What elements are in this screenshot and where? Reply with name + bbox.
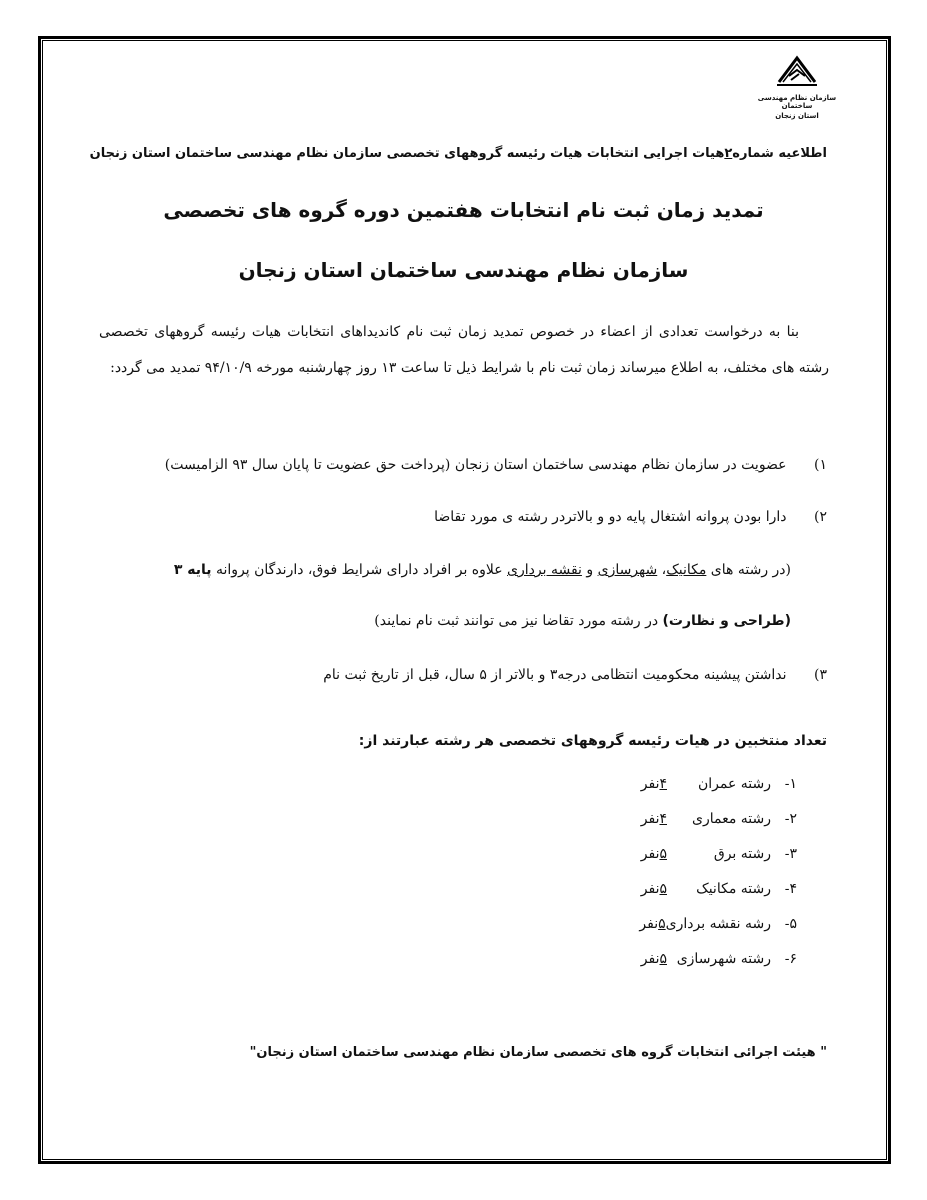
exception-note-line-2 [91, 613, 791, 629]
member-count: ۴ [659, 811, 667, 827]
list-number: ۵- [784, 916, 797, 932]
field-name: رشته معماری [691, 811, 771, 827]
field-name: رشته شهرسازی [676, 951, 771, 967]
field-name: رشته مکانیک [696, 881, 771, 897]
note-end: در رشته مورد تقاضا نیز می توانند ثبت نام نمایند) [374, 613, 663, 629]
condition-text: عضویت در سازمان نظام مهندسی ساختمان استان زنجان (پرداخت حق عضویت تا پایان سال ۹۳ الزامیست) [164, 457, 787, 473]
condition-number: ۲) [814, 509, 827, 525]
count-unit: نفر [639, 916, 659, 932]
condition-number: ۱) [814, 457, 827, 473]
condition-number: ۳) [814, 667, 827, 683]
list-item [537, 776, 797, 811]
condition-text: نداشتن پیشینه محکومیت انتظامی درجه۳ و بالاتر از ۵ سال، قبل از تاریخ ثبت نام [323, 667, 787, 683]
note-sep: و [581, 562, 598, 578]
condition-text: دارا بودن پروانه اشتغال پایه دو و بالاتردر رشته ی مورد تقاضا [434, 509, 787, 525]
note-field-survey: نقشه برداری [507, 562, 582, 578]
member-count: ۵ [659, 951, 667, 967]
member-count: ۵ [659, 881, 667, 897]
note-sep: ، [657, 562, 667, 578]
note-grade: پایه ۳ [173, 562, 212, 578]
list-item [537, 846, 797, 881]
notice-header [87, 146, 827, 161]
member-count: ۴ [659, 776, 667, 792]
notice-prefix: اطلاعیه شماره [732, 146, 827, 161]
notice-rest: هیات اجرایی انتخابات هیات رئیسه گروههای تخصصی سازمان نظام مهندسی ساختمان استان زنجان [89, 146, 725, 161]
intro-text: بنا به درخواست تعدادی از اعضاء در خصوص تمدید زمان ثبت نام کاندیداهای انتخابات هیات رئیسه گروههای تخصصی رشته های مختلف، به اطلاع میرساند زمان ثبت نام با شرایط ذیل تا ساعت ۱۳ روز چهارشنبه مورخه ۹۴/۱۰/۹ تمدید می گردد: [99, 324, 829, 376]
condition-2 [97, 509, 827, 525]
title-line-2: سازمان نظام مهندسی ساختمان استان زنجان [238, 258, 689, 282]
intro-paragraph [99, 314, 829, 386]
count-heading: تعداد منتخبین در هیات رئیسه گروههای تخصصی هر رشته عبارتند از: [358, 733, 827, 749]
list-number: ۳- [784, 846, 797, 862]
condition-3 [97, 667, 827, 683]
list-number: ۴- [784, 881, 797, 897]
field-name: رشته عمران [697, 776, 771, 792]
count-unit: نفر [640, 811, 660, 827]
note-mid: علاوه بر افراد دارای شرایط فوق، دارندگان پروانه [211, 562, 508, 578]
exception-note-line-1 [91, 562, 791, 578]
field-name: رشته برق [713, 846, 771, 862]
list-number: ۲- [784, 811, 797, 827]
note-field-mechanical: مکانیک [666, 562, 707, 578]
triangle-hands-logo-icon [769, 52, 825, 92]
list-item [537, 916, 797, 951]
list-number: ۱- [784, 776, 797, 792]
list-number: ۶- [784, 951, 797, 967]
field-name: رشه نقشه برداری [665, 916, 771, 932]
note-design: (طراحی و نظارت) [662, 613, 791, 629]
count-unit: نفر [640, 881, 660, 897]
list-item [537, 951, 797, 986]
field-count-list [537, 776, 797, 986]
logo-province: استان زنجان [775, 112, 819, 120]
signature-footer: " هیئت اجرائی انتخابات گروه های تخصصی سازمان نظام مهندسی ساختمان استان زنجان" [249, 1045, 827, 1060]
note-field-urban: شهرسازی [597, 562, 658, 578]
org-logo [747, 52, 847, 120]
member-count: ۵ [659, 846, 667, 862]
list-item [537, 811, 797, 846]
logo-org-name: سازمان نظام مهندسی ساختمان [757, 94, 837, 110]
notice-number: ۲ [724, 146, 733, 161]
list-item [537, 881, 797, 916]
member-count: ۵ [658, 916, 666, 932]
condition-1 [97, 457, 827, 473]
count-unit: نفر [640, 951, 660, 967]
count-unit: نفر [640, 846, 660, 862]
note-open: (در رشته های [706, 562, 791, 578]
count-unit: نفر [640, 776, 660, 792]
title-line-1: تمدید زمان ثبت نام انتخابات هفتمین دوره گروه های تخصصی [163, 198, 764, 222]
